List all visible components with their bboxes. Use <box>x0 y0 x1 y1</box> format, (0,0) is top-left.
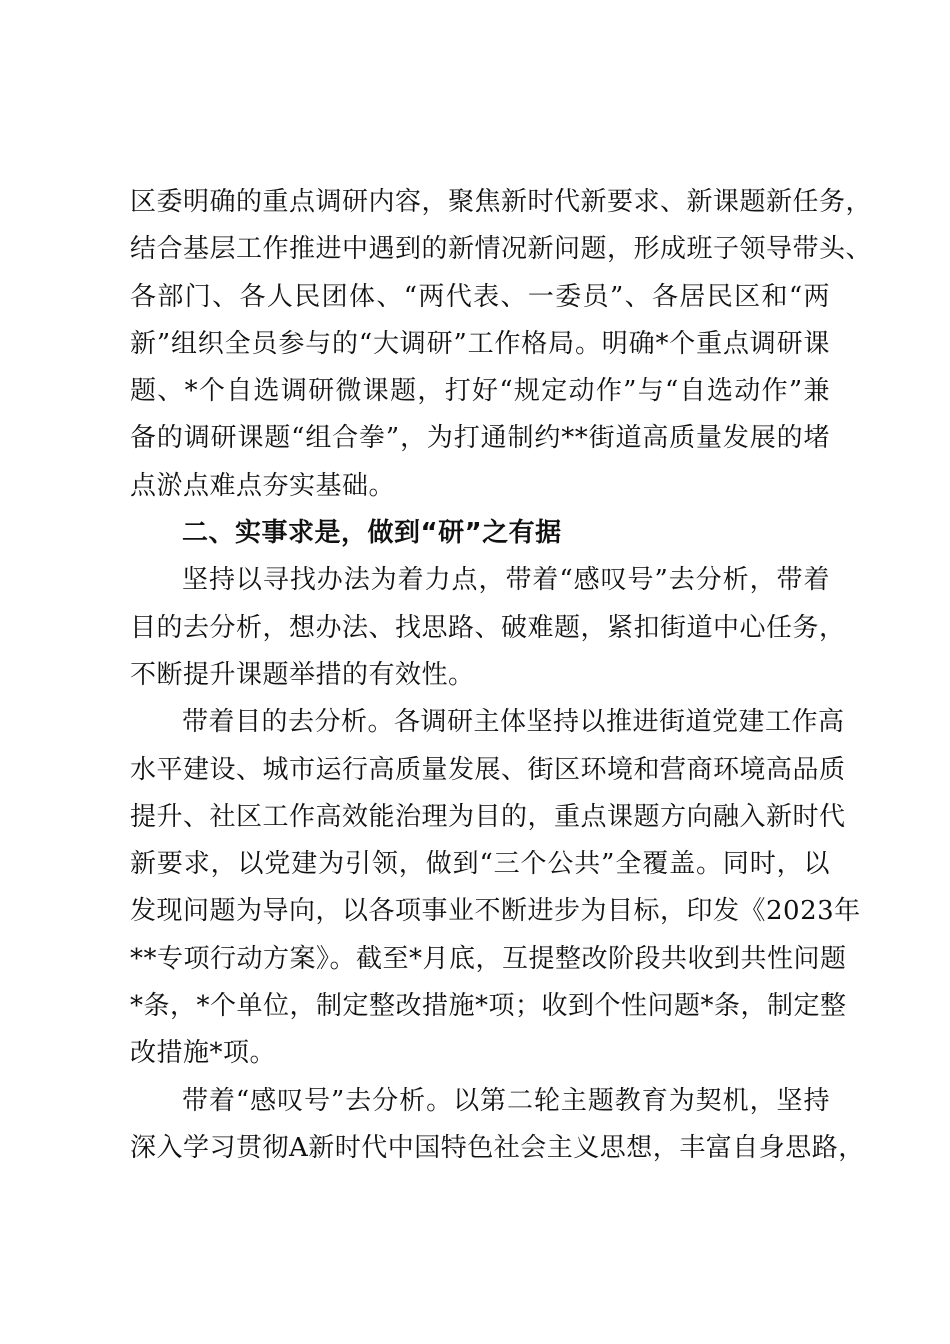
section-heading: 二、实事求是，做到“研”之有据 <box>182 518 562 549</box>
text-line: 题、*个自选调研微课题，打好“规定动作”与“自选动作”兼 <box>130 376 830 407</box>
paragraph-exclamation-analysis <box>130 1078 865 1173</box>
text-line: 改措施*项。 <box>130 1038 277 1069</box>
text-line: 各部门、各人民团体、“两代表、一委员”、各居民区和“两 <box>130 281 830 312</box>
text-line: 深入学习贯彻A新时代中国特色社会主义思想，丰富自身思路， <box>130 1132 865 1163</box>
text-line: 区委明确的重点调研内容，聚焦新时代新要求、新课题新任务， <box>130 187 873 217</box>
paragraph-intro <box>130 557 846 699</box>
text-line: 点淤点难点夯实基础。 <box>130 470 396 501</box>
text-line: *条，*个单位，制定整改措施*项；收到个性问题*条，制定整 <box>130 991 847 1022</box>
text-line: 带着“感叹号”去分析。以第二轮主题教育为契机，坚持 <box>182 1085 830 1116</box>
text-line: 新要求，以党建为引领，做到“三个公共”全覆盖。同时，以 <box>130 849 830 880</box>
text-line: 水平建设、城市运行高质量发展、街区环境和营商环境高品质 <box>130 754 846 785</box>
text-line: 提升、社区工作高效能治理为目的，重点课题方向融入新时代 <box>130 801 846 832</box>
document-body <box>130 179 873 1172</box>
text-line: 目的去分析，想办法、找思路、破难题，紧扣街道中心任务， <box>130 612 846 643</box>
text-line: 发现问题为导向，以各项事业不断进步为目标，印发《2023年 <box>130 896 861 927</box>
text-line: 不断提升课题举措的有效性。 <box>130 659 475 690</box>
paragraph-continuation <box>130 179 873 510</box>
text-line: 结合基层工作推进中遇到的新情况新问题，形成班子领导带头、 <box>130 234 873 265</box>
paragraph-purpose-analysis <box>130 699 861 1077</box>
text-line: 带着目的去分析。各调研主体坚持以推进街道党建工作高 <box>182 707 845 738</box>
text-line: 坚持以寻找办法为着力点，带着“感叹号”去分析，带着 <box>182 565 830 596</box>
text-line: **专项行动方案》。截至*月底，互提整改阶段共收到共性问题 <box>130 943 847 974</box>
text-line: 备的调研课题“组合拳”，为打通制约**街道高质量发展的堵 <box>130 423 830 454</box>
text-line: 新”组织全员参与的“大调研”工作格局。明确*个重点调研课 <box>130 328 830 359</box>
